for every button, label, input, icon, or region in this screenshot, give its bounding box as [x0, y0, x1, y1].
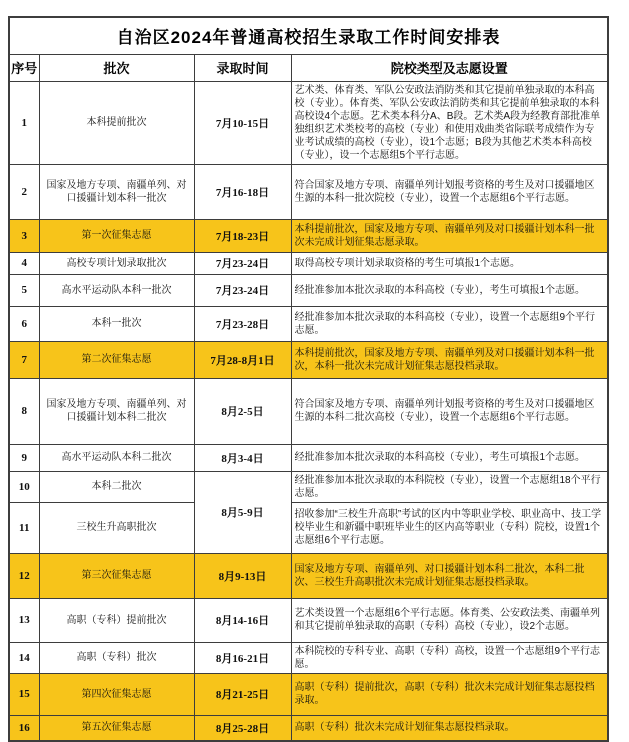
- table-row: [9, 378, 608, 444]
- table-row: [9, 219, 608, 252]
- cell-time: 7月23-28日: [194, 306, 291, 341]
- cell-no: 6: [9, 306, 39, 341]
- cell-batch: 高职（专科）批次: [39, 642, 194, 673]
- cell-batch: 高职（专科）提前批次: [39, 598, 194, 642]
- cell-time: 7月18-23日: [194, 219, 291, 252]
- cell-desc: 本科提前批次，国家及地方专项、南疆单列及对口援疆计划本科一批次，本科一批次未完成计划征集志愿投档录取。: [291, 341, 608, 378]
- cell-batch: 第五次征集志愿: [39, 715, 194, 741]
- cell-desc: 符合国家及地方专项、南疆单列计划报考资格的考生及对口援疆地区生源的本科二批次高校（专业），设置一个志愿组6个平行志愿。: [291, 378, 608, 444]
- cell-time: 8月9-13日: [194, 553, 291, 598]
- cell-batch: 本科二批次: [39, 471, 194, 502]
- cell-desc: 本科提前批次，国家及地方专项、南疆单列及对口援疆计划本科一批次未完成计划征集志愿录取。: [291, 219, 608, 252]
- cell-batch: 国家及地方专项、南疆单列、对口援疆计划本科二批次: [39, 378, 194, 444]
- table-row: [9, 642, 608, 673]
- cell-desc: 取得高校专项计划录取资格的考生可填报1个志愿。: [291, 252, 608, 274]
- cell-no: 2: [9, 164, 39, 219]
- table-row: [9, 715, 608, 741]
- column-header-no: 序号: [9, 54, 39, 81]
- table-row: [9, 306, 608, 341]
- cell-no: 9: [9, 444, 39, 471]
- column-header-batch: 批次: [39, 54, 194, 81]
- admission-schedule-table: [8, 16, 609, 742]
- cell-no: 3: [9, 219, 39, 252]
- cell-no: 4: [9, 252, 39, 274]
- column-header-desc: 院校类型及志愿设置: [291, 54, 608, 81]
- cell-time: 7月10-15日: [194, 81, 291, 164]
- cell-no: 5: [9, 274, 39, 306]
- table-row: [9, 502, 608, 553]
- table-head: [9, 17, 608, 81]
- table-row: [9, 341, 608, 378]
- cell-no: 14: [9, 642, 39, 673]
- cell-time: 8月3-4日: [194, 444, 291, 471]
- cell-desc: 高职（专科）提前批次，高职（专科）批次未完成计划征集志愿投档录取。: [291, 673, 608, 715]
- table-row: [9, 274, 608, 306]
- cell-batch: 高水平运动队本科一批次: [39, 274, 194, 306]
- cell-desc: 经批准参加本批次录取的本科高校（专业），设置一个志愿组9个平行志愿。: [291, 306, 608, 341]
- cell-time: 7月16-18日: [194, 164, 291, 219]
- cell-no: 11: [9, 502, 39, 553]
- cell-desc: 高职（专科）批次未完成计划征集志愿投档录取。: [291, 715, 608, 741]
- header-row: [9, 54, 608, 81]
- cell-no: 13: [9, 598, 39, 642]
- cell-time: 7月28-8月1日: [194, 341, 291, 378]
- table-body: [9, 81, 608, 741]
- cell-batch: 第一次征集志愿: [39, 219, 194, 252]
- cell-time: 8月21-25日: [194, 673, 291, 715]
- cell-batch: 第四次征集志愿: [39, 673, 194, 715]
- column-header-time: 录取时间: [194, 54, 291, 81]
- cell-no: 10: [9, 471, 39, 502]
- table-row: [9, 444, 608, 471]
- cell-no: 1: [9, 81, 39, 164]
- table-row: [9, 598, 608, 642]
- cell-batch: 本科提前批次: [39, 81, 194, 164]
- cell-time: 8月2-5日: [194, 378, 291, 444]
- cell-desc: 经批准参加本批次录取的本科院校（专业），设置一个志愿组18个平行志愿。: [291, 471, 608, 502]
- cell-desc: 符合国家及地方专项、南疆单列计划报考资格的考生及对口援疆地区生源的本科一批次院校（专业），设置一个志愿组6个平行志愿。: [291, 164, 608, 219]
- table-row: [9, 252, 608, 274]
- table-row: [9, 553, 608, 598]
- cell-batch: 三校生升高职批次: [39, 502, 194, 553]
- table-title: 自治区2024年普通高校招生录取工作时间安排表: [9, 17, 608, 54]
- cell-no: 15: [9, 673, 39, 715]
- cell-desc: 经批准参加本批次录取的本科高校（专业），考生可填报1个志愿。: [291, 274, 608, 306]
- cell-batch: 本科一批次: [39, 306, 194, 341]
- cell-no: 16: [9, 715, 39, 741]
- cell-batch: 高水平运动队本科二批次: [39, 444, 194, 471]
- cell-desc: 艺术类、体育类、军队公安政法消防类和其它提前单独录取的本科高校（专业）。体育类、军队公安政法消防类和其它提前单独录取的本科高校设4个志愿。艺术类本科分A、B段。艺术类A段为经教育部批准单独组织艺术类校考的高校（专业）和使用戏曲类省际联考成绩作为专业考试成绩的高校（专业），设1个志愿；B段为其他艺术类本科高校（专业），设一个志愿组5个平行志愿。: [291, 81, 608, 164]
- table-row: [9, 673, 608, 715]
- cell-no: 8: [9, 378, 39, 444]
- cell-batch: 国家及地方专项、南疆单列、对口援疆计划本科一批次: [39, 164, 194, 219]
- cell-time: 8月14-16日: [194, 598, 291, 642]
- table-row: [9, 81, 608, 164]
- cell-time: 8月16-21日: [194, 642, 291, 673]
- cell-desc: 国家及地方专项、南疆单列、对口援疆计划本科二批次，本科二批次、三校生升高职批次未完成计划征集志愿投档录取。: [291, 553, 608, 598]
- table-row: [9, 164, 608, 219]
- cell-desc: 招收参加“三校生升高职”考试的区内中等职业学校、职业高中、技工学校毕业生和新疆中职班毕业生的区内高等职业（专科）院校，设置1个志愿组6个平行志愿。: [291, 502, 608, 553]
- cell-desc: 本科院校的专科专业、高职（专科）高校，设置一个志愿组9个平行志愿。: [291, 642, 608, 673]
- title-row: [9, 17, 608, 54]
- cell-time: 8月5-9日: [194, 471, 291, 553]
- cell-batch: 第二次征集志愿: [39, 341, 194, 378]
- cell-no: 12: [9, 553, 39, 598]
- table-row: [9, 471, 608, 502]
- cell-batch: 第三次征集志愿: [39, 553, 194, 598]
- cell-batch: 高校专项计划录取批次: [39, 252, 194, 274]
- cell-time: 7月23-24日: [194, 274, 291, 306]
- cell-desc: 艺术类设置一个志愿组6个平行志愿。体育类、公安政法类、南疆单列和其它提前单独录取的高职（专科）高校（专业），设2个志愿。: [291, 598, 608, 642]
- cell-time: 8月25-28日: [194, 715, 291, 741]
- cell-desc: 经批准参加本批次录取的本科高校（专业），考生可填报1个志愿。: [291, 444, 608, 471]
- cell-no: 7: [9, 341, 39, 378]
- cell-time: 7月23-24日: [194, 252, 291, 274]
